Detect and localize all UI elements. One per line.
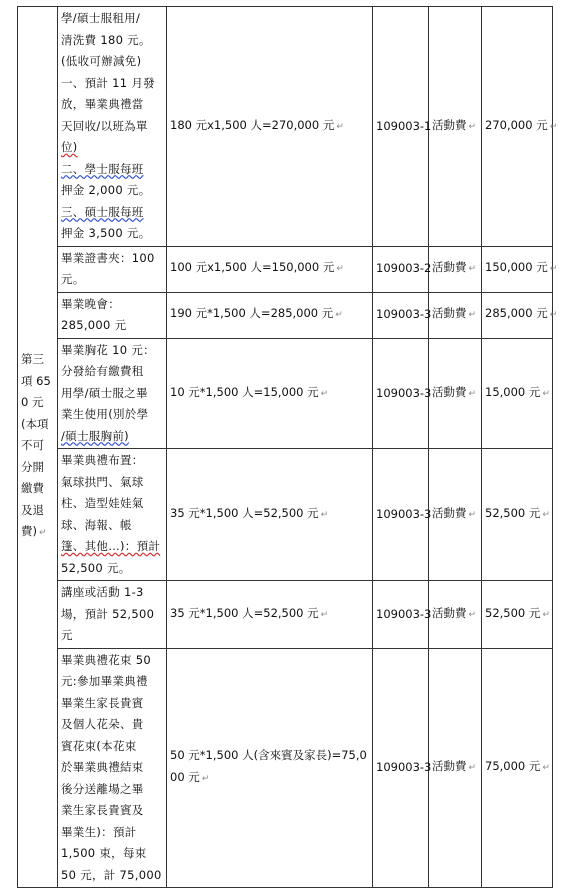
group-label-cell <box>18 7 58 888</box>
budget-code-cell <box>373 292 432 338</box>
item-description-line: 用學/碩士服之畢 <box>61 385 148 400</box>
amount-text: 52,500 元 <box>485 605 541 620</box>
paragraph-mark: ↵ <box>39 528 47 539</box>
category-cell <box>429 648 482 888</box>
amount-text: 75,000 元 <box>485 759 541 773</box>
calculation-text: 35 元*1,500 人=52,500 元 <box>170 505 319 520</box>
item-description-cell <box>58 7 167 247</box>
budget-table <box>17 6 558 888</box>
calculation-text: 10 元*1,500 人=15,000 元 <box>170 384 319 399</box>
item-description-line: 球、海報、帳 <box>61 517 132 532</box>
category-cell <box>429 292 482 338</box>
budget-code-cell <box>373 7 432 247</box>
amount-text: 52,500 元 <box>485 505 541 520</box>
paragraph-mark: ↵ <box>468 763 477 773</box>
item-description-line: 放，畢業典禮當 <box>61 97 144 111</box>
paragraph-mark: ↵ <box>468 264 477 275</box>
amount-text: 285,000 元 <box>485 306 548 321</box>
paragraph-mark: ↵ <box>468 609 477 620</box>
item-description-line: 天回收/以班為單 <box>61 118 148 133</box>
paragraph-mark: ↵ <box>320 509 329 520</box>
amount-cell <box>482 7 558 247</box>
paragraph-mark: ↵ <box>468 121 477 132</box>
category-cell <box>429 581 482 649</box>
item-description-line: 52,500 元。 <box>61 560 131 575</box>
budget-code: 109003-3 <box>376 760 432 774</box>
category-text: 活動費 <box>432 260 467 275</box>
category-cell <box>429 246 482 292</box>
item-description-line: 一、預計 11 月發 <box>61 75 155 90</box>
item-description-line: 畢業晚會： <box>61 296 120 311</box>
item-description-line: 押金 3,500 元。 <box>61 226 151 240</box>
amount-cell <box>482 449 553 581</box>
amount-cell <box>482 648 553 888</box>
item-description-line: 285,000 元 <box>61 318 127 332</box>
table-row <box>18 648 553 888</box>
item-description-line: (低收可辦減免) <box>61 54 142 68</box>
budget-code: 109003-1 <box>376 118 432 133</box>
budget-code-cell <box>373 338 432 449</box>
paragraph-mark: ↵ <box>320 388 329 399</box>
calculation-cell <box>167 449 373 581</box>
budget-code: 109003-2 <box>376 261 432 276</box>
category-cell <box>429 7 482 247</box>
calculation-cell <box>167 7 373 247</box>
item-description-line: 講座或活動 1-3 <box>61 585 144 599</box>
item-description-cell <box>58 292 167 338</box>
paragraph-mark: ↵ <box>542 509 550 520</box>
paragraph-mark: ↵ <box>549 310 558 321</box>
item-description-line: 清洗費 180 元。 <box>61 32 151 47</box>
amount-cell <box>482 338 553 449</box>
budget-code-cell <box>373 648 432 888</box>
item-description-line: 篷、其他…)：預計 <box>61 539 161 553</box>
item-description-line: 學/碩士服租用/ <box>61 11 141 25</box>
paragraph-mark: ↵ <box>335 310 343 321</box>
amount-text: 270,000 元 <box>485 117 548 132</box>
item-description-line: 後分送離場之畢 <box>61 781 144 796</box>
calculation-text: 180 元x1,500 人=270,000 元 <box>170 117 335 132</box>
budget-code: 109003-3 <box>376 307 432 322</box>
item-description-cell <box>58 338 167 449</box>
item-description-line: 1,500 束，每束 <box>61 846 147 860</box>
amount-cell <box>482 581 553 649</box>
item-description-line: 畢業典禮花束 50 <box>61 652 151 667</box>
item-description-line: 元。 <box>61 272 85 286</box>
item-description-line: 畢業生)：預計 <box>61 824 137 839</box>
category-text: 活動費 <box>432 605 467 620</box>
paragraph-mark: ↵ <box>542 763 550 773</box>
item-description-line: 畢業典禮布置： <box>61 453 144 467</box>
table-row <box>18 7 553 247</box>
category-text: 活動費 <box>432 505 467 520</box>
category-cell <box>429 449 482 581</box>
category-text: 活動費 <box>432 384 467 399</box>
amount-text: 150,000 元 <box>485 260 548 275</box>
item-description-cell <box>58 581 167 649</box>
budget-code: 109003-3 <box>376 606 432 621</box>
budget-code: 109003-3 <box>376 506 432 521</box>
category-text: 活動費 <box>432 117 467 132</box>
item-description-line: 業生家長貴賓及 <box>61 803 144 817</box>
budget-code: 109003-3 <box>376 385 432 400</box>
item-description-line: 畢業胸花 10 元： <box>61 342 155 357</box>
item-description-line: 及個人花朵、貴 <box>61 717 144 731</box>
paragraph-mark: ↵ <box>468 310 477 321</box>
amount-cell <box>482 246 558 292</box>
item-description-line: 柱、造型娃娃氣 <box>61 496 144 510</box>
calculation-text: 35 元*1,500 人=52,500 元 <box>170 605 319 620</box>
item-description-line: 於畢業典禮結束 <box>61 760 144 774</box>
item-description-line: 氣球拱門、氣球 <box>61 474 144 489</box>
calculation-cell <box>167 338 373 449</box>
category-cell <box>429 338 482 449</box>
category-text: 活動費 <box>432 759 467 773</box>
paragraph-mark: ↵ <box>549 264 558 275</box>
calculation-cell <box>167 292 373 338</box>
item-description-line: 業生使用(別於學 <box>61 407 149 421</box>
amount-cell <box>482 292 558 338</box>
table-row <box>18 246 553 292</box>
table-row <box>18 292 553 338</box>
amount-text: 15,000 元 <box>485 384 541 399</box>
paragraph-mark: ↵ <box>468 509 477 520</box>
paragraph-mark: ↵ <box>320 609 329 620</box>
category-text: 活動費 <box>432 306 467 321</box>
calculation-text: 100 元x1,500 人=150,000 元 <box>170 260 335 275</box>
item-description-line: 50 元，計 75,000 <box>61 867 162 882</box>
budget-code-cell <box>373 246 432 292</box>
item-description-line: 元:參加畢業典禮 <box>61 674 148 688</box>
item-description-line: 賓花束(本花束 <box>61 738 137 753</box>
paragraph-mark: ↵ <box>542 388 550 399</box>
item-description-line: 分發給有繳費租 <box>61 364 144 378</box>
item-description-line: 元 <box>61 628 73 642</box>
item-description-cell <box>58 449 167 581</box>
item-description-line: 位) <box>61 140 78 154</box>
item-description-line: 二、學士服每班 <box>61 161 144 176</box>
calculation-cell <box>167 246 373 292</box>
item-description-line: /碩士服胸前) <box>61 428 129 443</box>
item-description-line: 三、碩士服每班 <box>61 204 144 219</box>
calculation-cell <box>167 581 373 649</box>
budget-code-cell <box>373 581 432 649</box>
paragraph-mark: ↵ <box>336 264 344 275</box>
table-row <box>18 338 553 449</box>
paragraph-mark: ↵ <box>542 609 550 620</box>
paragraph-mark: ↵ <box>201 773 210 784</box>
item-description-line: 場，預計 52,500 <box>61 606 155 621</box>
item-description-cell <box>58 648 167 888</box>
calculation-text: 190 元*1,500 人=285,000 元 <box>170 306 334 321</box>
calculation-cell <box>167 648 373 888</box>
paragraph-mark: ↵ <box>336 121 344 132</box>
paragraph-mark: ↵ <box>549 121 558 132</box>
calculation-text: 50 元*1,500 人(含來賓及家長)=75,000 元 <box>170 748 367 784</box>
item-description-line: 押金 2,000 元。 <box>61 183 151 197</box>
paragraph-mark: ↵ <box>468 388 477 399</box>
item-description-line: 畢業證書夾：100 <box>61 250 155 265</box>
table-row <box>18 449 553 581</box>
item-description-line: 畢業生家長貴賓 <box>61 695 144 710</box>
table-row <box>18 581 553 649</box>
item-description-cell <box>58 246 167 292</box>
group-label: 第三項 650 元 (本項不可分開繳費及退費) <box>21 352 51 539</box>
budget-code-cell <box>373 449 432 581</box>
